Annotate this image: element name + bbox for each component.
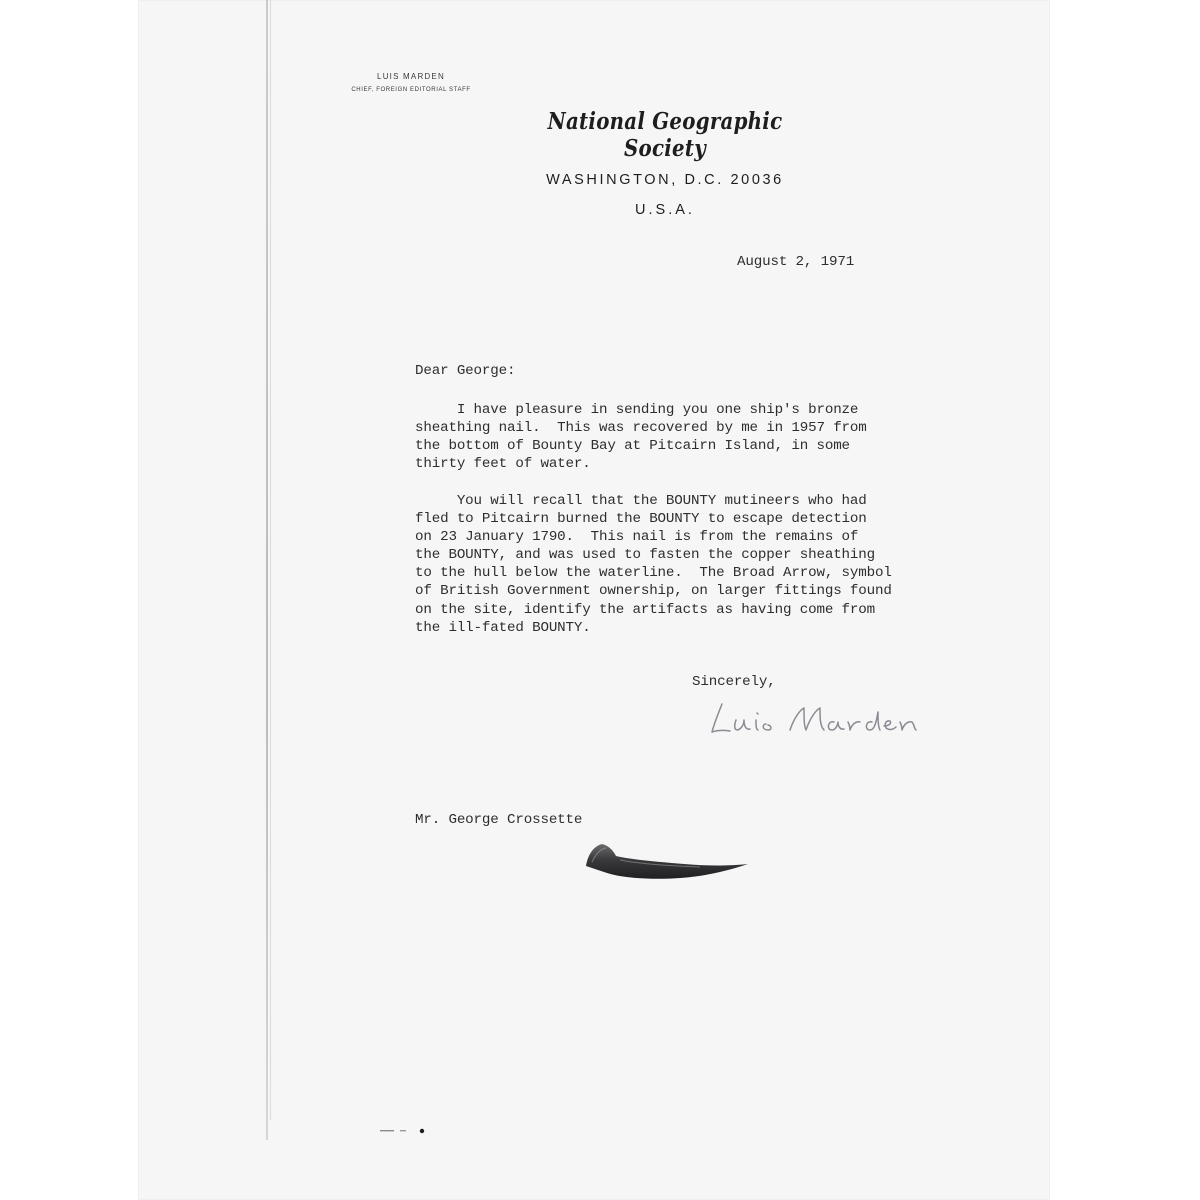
sender-block [336, 72, 486, 93]
letter-paragraph-2: You will recall that the BOUNTY mutineers who had fled to Pitcairn burned the BOUNTY to escape detection on 23 January 1790. This nail is from the remains of the BOUNTY, and was used to fasten the copper sheathing to the hull below the waterline. The Broad Arrow, symbol of British Government ownership, on larger fittings found on the site, identify the artifacts as having come from the ill-fated BOUNTY. [415, 493, 892, 636]
organization-city: WASHINGTON, D.C. 20036 [546, 172, 784, 188]
letter-recipient: Mr. George Crossette [415, 812, 583, 828]
letter-paragraph-1: I have pleasure in sending you one ship's bronze sheathing nail. This was recovered by me in 1957 from the bottom of Bounty Bay at Pitcairn Island, in some thirty feet of water. [415, 402, 867, 473]
sender-name: LUIS MARDEN [377, 72, 445, 81]
letter-salutation: Dear George: [415, 363, 516, 379]
paper-fold-edge-secondary [270, 0, 271, 1120]
paper-specks [380, 1126, 440, 1136]
letter-closing: Sincerely, [692, 674, 776, 690]
letterhead [500, 108, 830, 218]
organization-name: National Geographic Society [547, 108, 783, 162]
sender-title: CHIEF, FOREIGN EDITORIAL STAFF [351, 87, 471, 93]
organization-country: U.S.A. [635, 202, 695, 218]
paper-fold-edge [266, 0, 268, 1140]
handwritten-signature [708, 694, 958, 744]
letter-date: August 2, 1971 [737, 254, 855, 270]
bronze-nail-image [580, 840, 760, 890]
